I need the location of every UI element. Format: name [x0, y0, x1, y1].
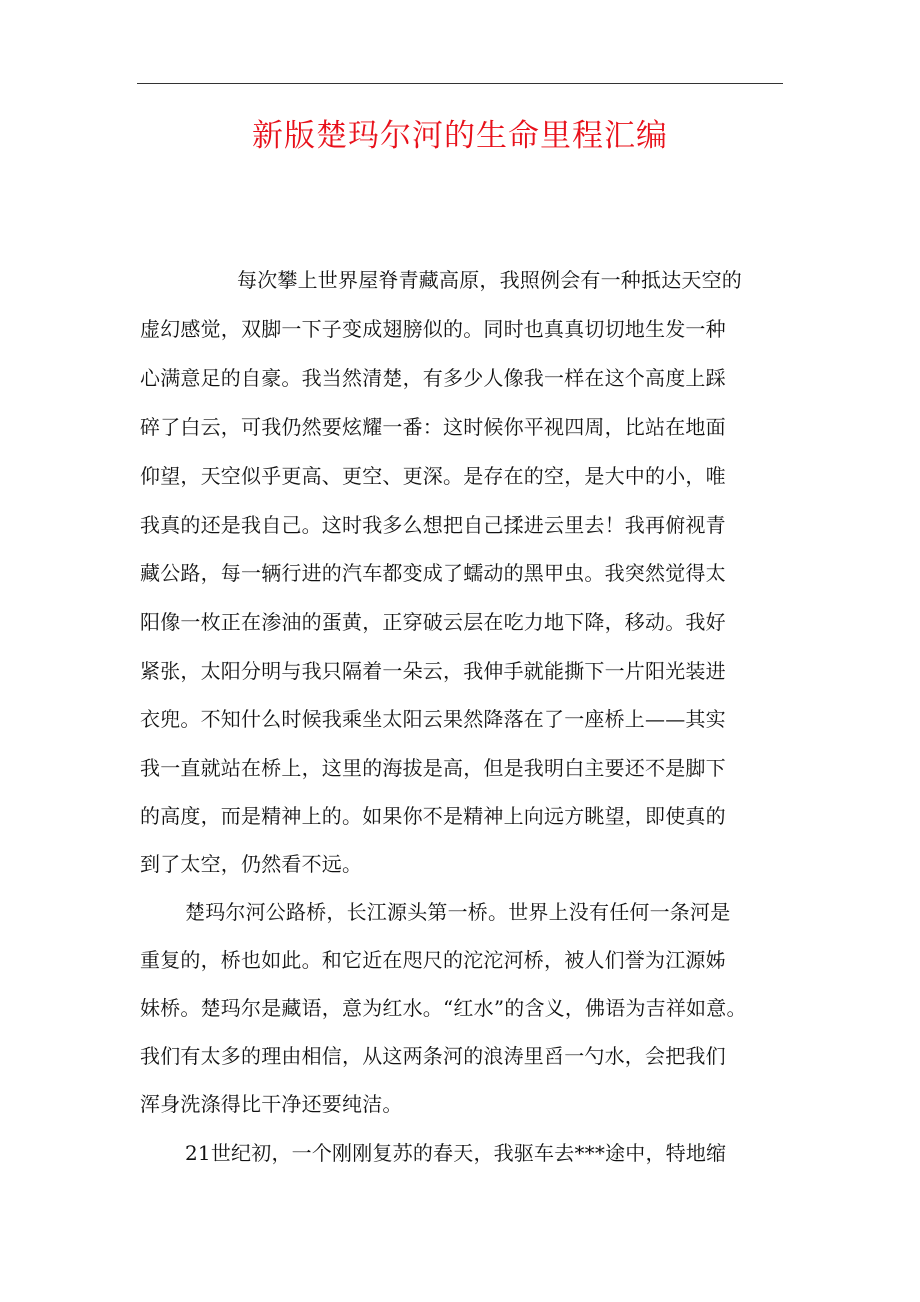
body-line: 我一直就站在桥上，这里的海拔是高，但是我明白主要还不是脚下	[140, 756, 726, 780]
body-line: 紧张，太阳分明与我只隔着一朵云，我伸手就能撕下一片阳光装进	[140, 659, 726, 683]
body-line: 我真的还是我自己。这时我多么想把自己揉进云里去！我再俯视青	[140, 513, 726, 537]
body-line: 藏公路，每一辆行进的汽车都变成了蠕动的黑甲虫。我突然觉得太	[140, 561, 726, 585]
body-line: 我们有太多的理由相信，从这两条河的浪涛里舀一勺水，会把我们	[140, 1044, 726, 1068]
body-line: 每次攀上世界屋脊青藏高原，我照例会有一种抵达天空的	[237, 268, 742, 292]
body-line: 仰望，天空似乎更高、更空、更深。是存在的空，是大中的小，唯	[140, 464, 726, 488]
body-line: 到了太空，仍然看不远。	[140, 852, 363, 876]
body-line: 碎了白云，可我仍然要炫耀一番：这时候你平视四周，比站在地面	[140, 415, 726, 439]
body-line: 的高度，而是精神上的。如果你不是精神上向远方眺望，即使真的	[140, 804, 726, 828]
body-line: 21世纪初，一个刚刚复苏的春天，我驱车去***途中，特地缩	[185, 1141, 727, 1165]
body-line: 心满意足的自豪。我当然清楚，有多少人像我一样在这个高度上踩	[140, 366, 726, 390]
body-line: 浑身洗涤得比干净还要纯洁。	[140, 1092, 403, 1116]
body-line: 妹桥。楚玛尔是藏语，意为红水。“红水”的含义，佛语为吉祥如意。	[140, 996, 747, 1020]
header-rule	[137, 83, 783, 84]
document-title: 新版楚玛尔河的生命里程汇编	[252, 118, 668, 154]
body-line: 虚幻感觉，双脚一下子变成翅膀似的。同时也真真切切地生发一种	[140, 317, 726, 341]
body-line: 楚玛尔河公路桥，长江源头第一桥。世界上没有任何一条河是	[185, 900, 731, 924]
body-line: 阳像一枚正在渗油的蛋黄，正穿破云层在吃力地下降，移动。我好	[140, 610, 726, 634]
body-line: 重复的，桥也如此。和它近在咫尺的沱沱河桥，被人们誉为江源姊	[140, 948, 726, 972]
body-line: 衣兜。不知什么时候我乘坐太阳云果然降落在了一座桥上——其实	[140, 707, 726, 731]
